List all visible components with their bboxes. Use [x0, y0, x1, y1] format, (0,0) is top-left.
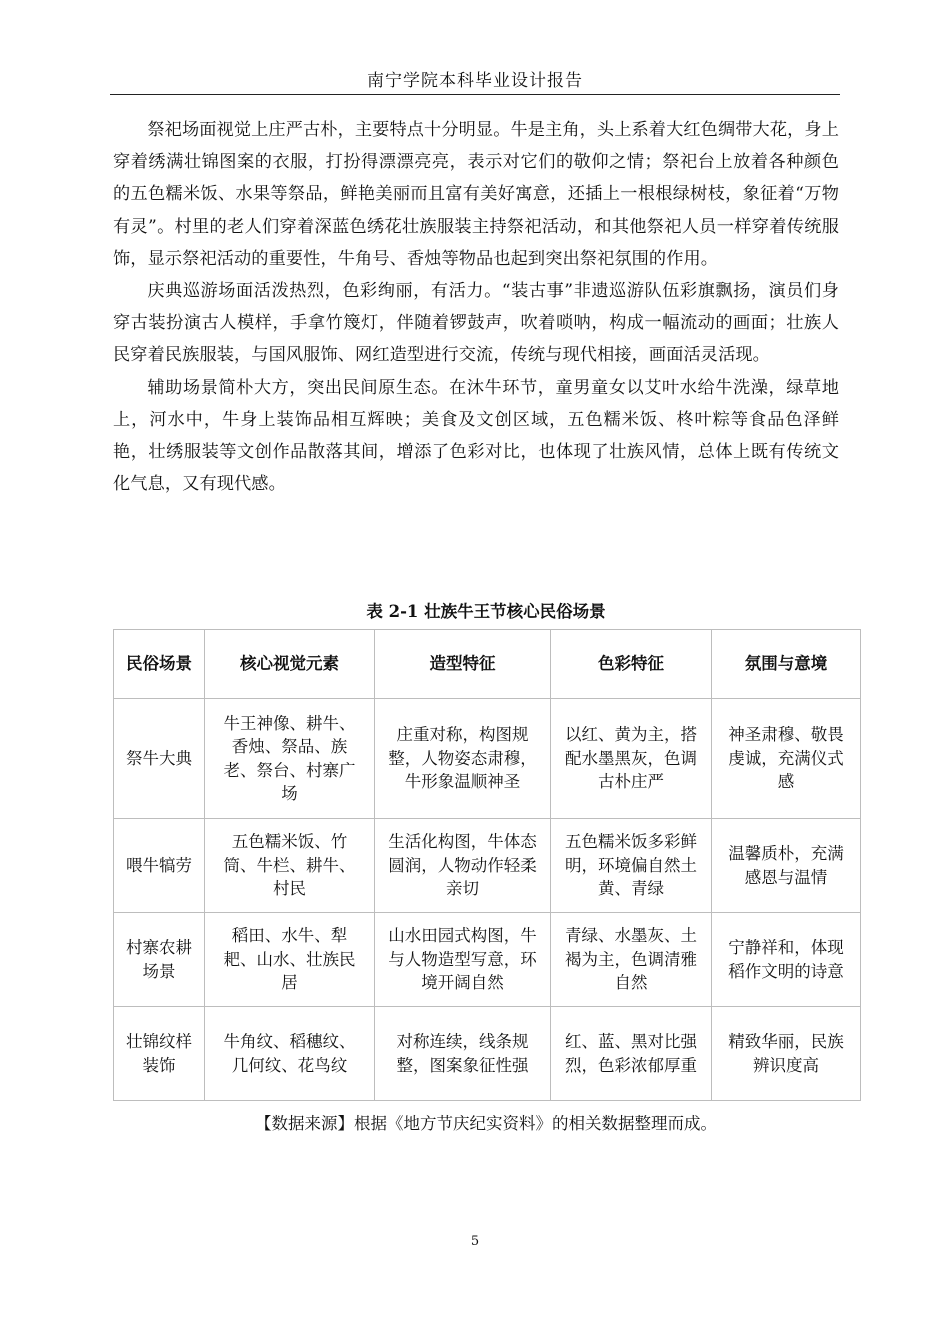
paragraph: 祭祀场面视觉上庄严古朴，主要特点十分明显。牛是主角，头上系着大红色绸带大花，身上穿着绣满壮锦图案的衣服，打扮得漂漂亮亮，表示对它们的敬仰之情；祭祀台上放着各种颜色的五色糯米饭、水果等祭品，鲜艳美丽而且富有美好寓意，还插上一根根绿树枝，象征着“万物有灵”。村里的老人们穿着深蓝色绣花壮族服装主持祭祀活动，和其他祭祀人员一样穿着传统服饰，显示祭祀活动的重要性，牛角号、香烛等物品也起到突出祭祀氛围的作用。: [113, 120, 839, 269]
page-number: 5: [470, 1234, 480, 1249]
column-header: 氛围与意境: [712, 630, 861, 699]
table-cell: 稻田、水牛、犁耙、山水、壮族民居: [205, 913, 375, 1007]
page-header-title: 南宁学院本科毕业设计报告: [367, 71, 583, 91]
table-cell: 青绿、水墨灰、土褐为主，色调清雅自然: [551, 913, 712, 1007]
table-cell: 村寨农耕场景: [114, 913, 205, 1007]
table-cell: 温馨质朴，充满感恩与温情: [712, 819, 861, 913]
table-cell: 喂牛犒劳: [114, 819, 205, 913]
table-cell: 红、蓝、黑对比强烈，色彩浓郁厚重: [551, 1007, 712, 1101]
table-cell: 山水田园式构图，牛与人物造型写意，环境开阔自然: [375, 913, 551, 1007]
table-caption: 表 2-1 壮族牛王节核心民俗场景: [366, 602, 606, 621]
table-cell: 庄重对称，构图规整，人物姿态肃穆，牛形象温顺神圣: [375, 699, 551, 819]
column-header: 民俗场景: [114, 630, 205, 699]
header-rule: [110, 94, 840, 95]
table-cell: 生活化构图，牛体态圆润，人物动作轻柔亲切: [375, 819, 551, 913]
table-row: [114, 1007, 861, 1101]
table-cell: 对称连续，线条规整，图案象征性强: [375, 1007, 551, 1101]
body-text: [113, 114, 839, 500]
table-cell: 神圣肃穆、敬畏虔诚，充满仪式感: [712, 699, 861, 819]
column-header: 核心视觉元素: [205, 630, 375, 699]
column-header: 造型特征: [375, 630, 551, 699]
table-cell: 五色糯米饭、竹筒、牛栏、耕牛、村民: [205, 819, 375, 913]
table-header-row: [114, 630, 861, 699]
table-cell: 牛王神像、耕牛、香烛、祭品、族老、祭台、村寨广场: [205, 699, 375, 819]
data-source-note: 【数据来源】根据《地方节庆纪实资料》的相关数据整理而成。: [255, 1114, 717, 1133]
table-cell: 精致华丽，民族辨识度高: [712, 1007, 861, 1101]
table-row: [114, 699, 861, 819]
table-cell: 以红、黄为主，搭配水墨黑灰，色调古朴庄严: [551, 699, 712, 819]
table-row: [114, 819, 861, 913]
table-cell: 牛角纹、稻穗纹、几何纹、花鸟纹: [205, 1007, 375, 1101]
table-cell: 宁静祥和，体现稻作文明的诗意: [712, 913, 861, 1007]
table-cell: 祭牛大典: [114, 699, 205, 819]
table-cell: 五色糯米饭多彩鲜明，环境偏自然土黄、青绿: [551, 819, 712, 913]
folk-scenes-table: [113, 629, 861, 1101]
column-header: 色彩特征: [551, 630, 712, 699]
table-cell: 壮锦纹样装饰: [114, 1007, 205, 1101]
paragraph: 庆典巡游场面活泼热烈，色彩绚丽，有活力。“装古事”非遗巡游队伍彩旗飘扬，演员们身穿古装扮演古人模样，手拿竹篾灯，伴随着锣鼓声，吹着唢呐，构成一幅流动的画面；壮族人民穿着民族服装，与国风服饰、网红造型进行交流，传统与现代相接，画面活灵活现。: [113, 281, 839, 366]
paragraph: 辅助场景简朴大方，突出民间原生态。在沐牛环节，童男童女以艾叶水给牛洗澡，绿草地上，河水中，牛身上装饰品相互辉映；美食及文创区域，五色糯米饭、柊叶粽等食品色泽鲜艳，壮绣服装等文创作品散落其间，增添了色彩对比，也体现了壮族风情，总体上既有传统文化气息，又有现代感。: [113, 377, 839, 495]
table-row: [114, 913, 861, 1007]
